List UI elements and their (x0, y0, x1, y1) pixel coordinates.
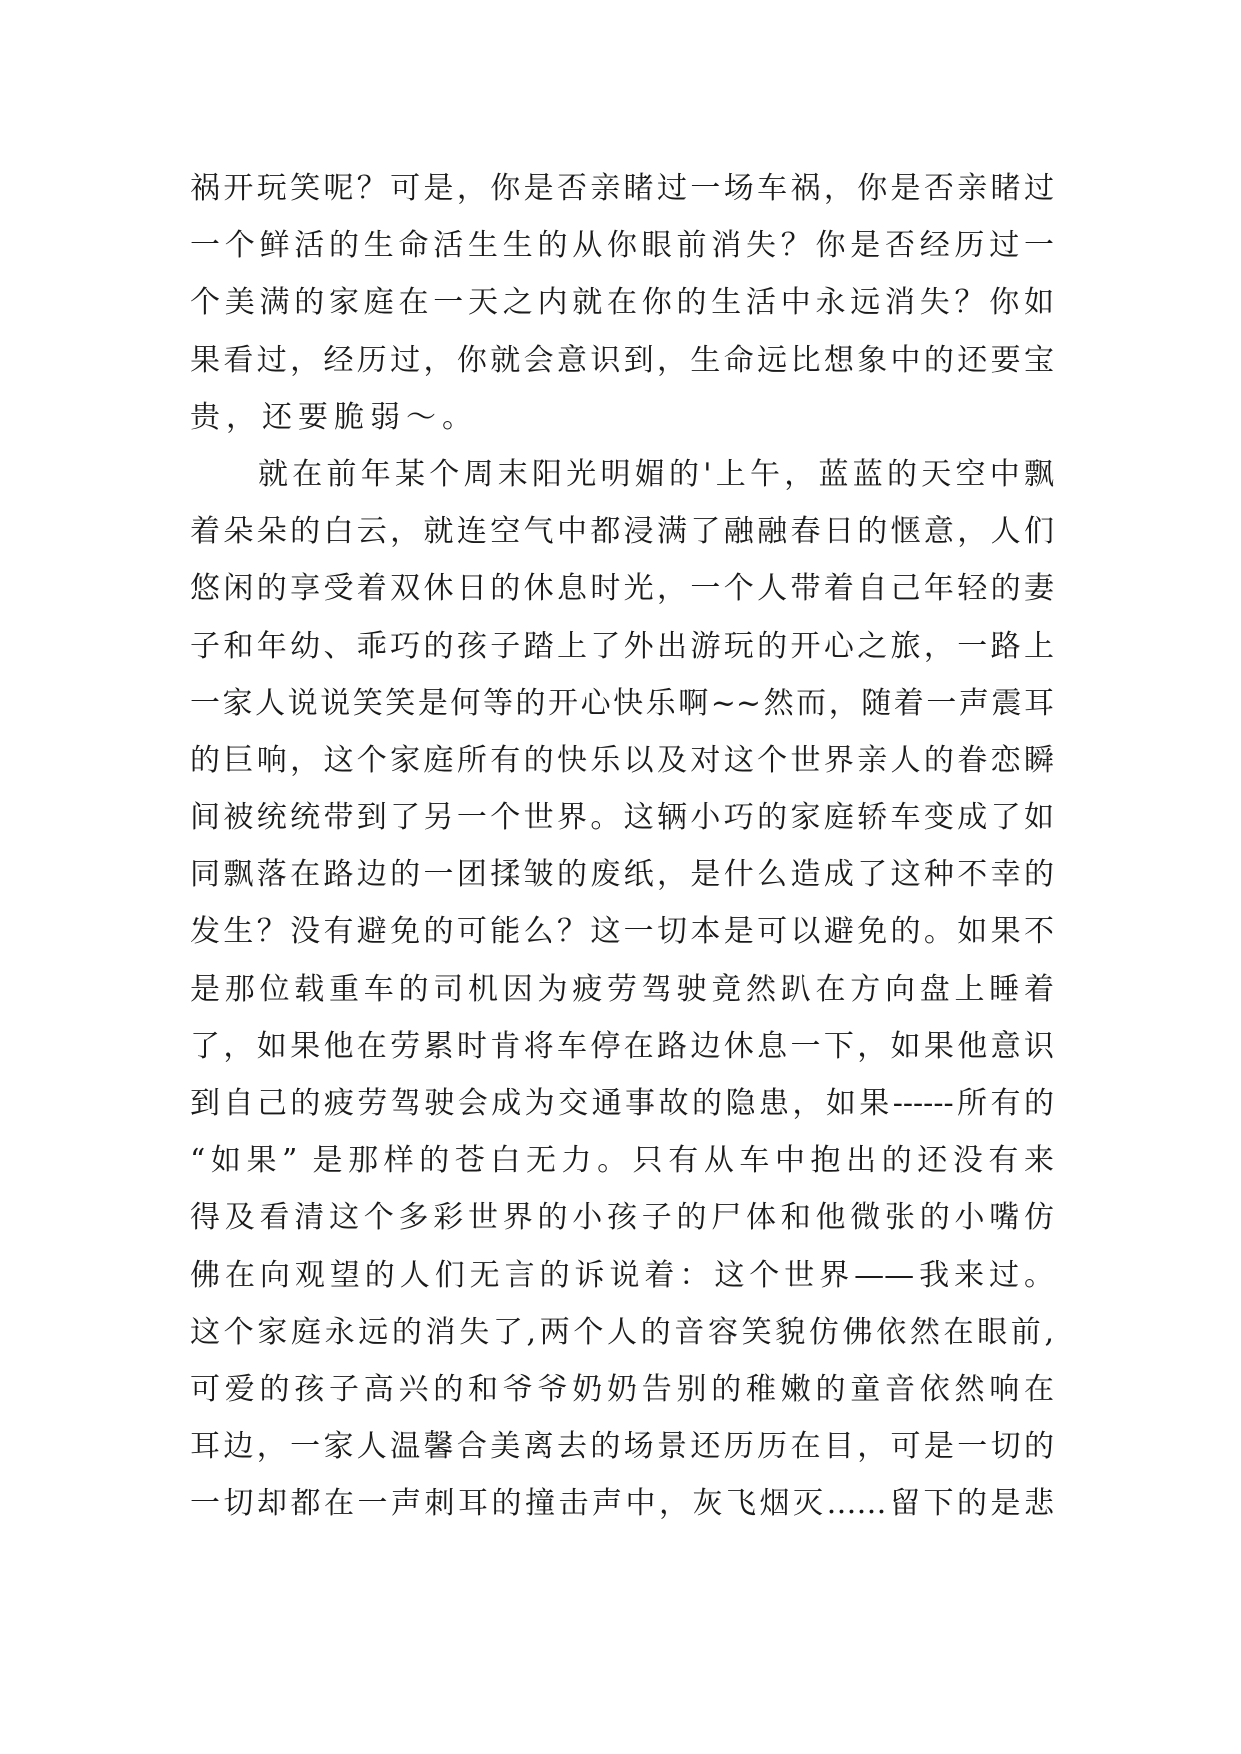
text-line: 的巨响，这个家庭所有的快乐以及对这个世界亲人的眷恋瞬 (190, 742, 1054, 778)
text-line: 个美满的家庭在一天之内就在你的生活中永远消失？你如 (190, 285, 1054, 321)
paragraph-first-line: 就在前年某个周末阳光明媚的'上午，蓝蓝的天空中飘 (258, 456, 1054, 492)
text-line: 是那位载重车的司机因为疲劳驾驶竟然趴在方向盘上睡着 (190, 971, 1054, 1007)
text-line: 得及看清这个多彩世界的小孩子的尸体和他微张的小嘴仿 (190, 1200, 1054, 1236)
text-line: 果看过，经历过，你就会意识到，生命远比想象中的还要宝 (190, 342, 1054, 378)
text-line: 一个鲜活的生命活生生的从你眼前消失？你是否经历过一 (190, 228, 1054, 264)
text-line: 了，如果他在劳累时肯将车停在路边休息一下，如果他意识 (190, 1028, 1054, 1064)
text-line: 佛在向观望的人们无言的诉说着：这个世界——我来过。 (190, 1257, 1054, 1293)
text-line: 子和年幼、乖巧的孩子踏上了外出游玩的开心之旅，一路上 (190, 628, 1054, 664)
body-text (190, 160, 1054, 1533)
text-line: 间被统统带到了另一个世界。这辆小巧的家庭轿车变成了如 (190, 800, 1054, 836)
text-line: 同飘落在路边的一团揉皱的废纸，是什么造成了这种不幸的 (190, 857, 1054, 893)
text-line: 一家人说说笑笑是何等的开心快乐啊~~然而，随着一声震耳 (190, 685, 1054, 721)
text-line: 着朵朵的白云，就连空气中都浸满了融融春日的惬意，人们 (190, 514, 1054, 550)
text-line: 可爱的孩子高兴的和爷爷奶奶告别的稚嫩的童音依然响在 (190, 1371, 1054, 1407)
text-line: 到自己的疲劳驾驶会成为交通事故的隐患，如果------所有的 (190, 1086, 1054, 1121)
text-line: 一切却都在一声刺耳的撞击声中，灰飞烟灭……留下的是悲 (190, 1486, 1054, 1522)
text-line: 祸开玩笑呢？可是，你是否亲睹过一场车祸，你是否亲睹过 (190, 171, 1054, 206)
text-line: 悠闲的享受着双休日的休息时光，一个人带着自己年轻的妻 (190, 571, 1054, 607)
text-line: 耳边，一家人温馨合美离去的场景还历历在目，可是一切的 (190, 1429, 1054, 1465)
text-line: “如果” 是那样的苍白无力。只有从车中抱出的还没有来 (190, 1143, 1054, 1179)
text-line: 这个家庭永远的消失了,两个人的音容笑貌仿佛依然在眼前, (190, 1314, 1054, 1350)
text-line: 贵，还要脆弱～。 (190, 399, 478, 435)
text-line: 发生？没有避免的可能么？这一切本是可以避免的。如果不 (190, 914, 1054, 950)
